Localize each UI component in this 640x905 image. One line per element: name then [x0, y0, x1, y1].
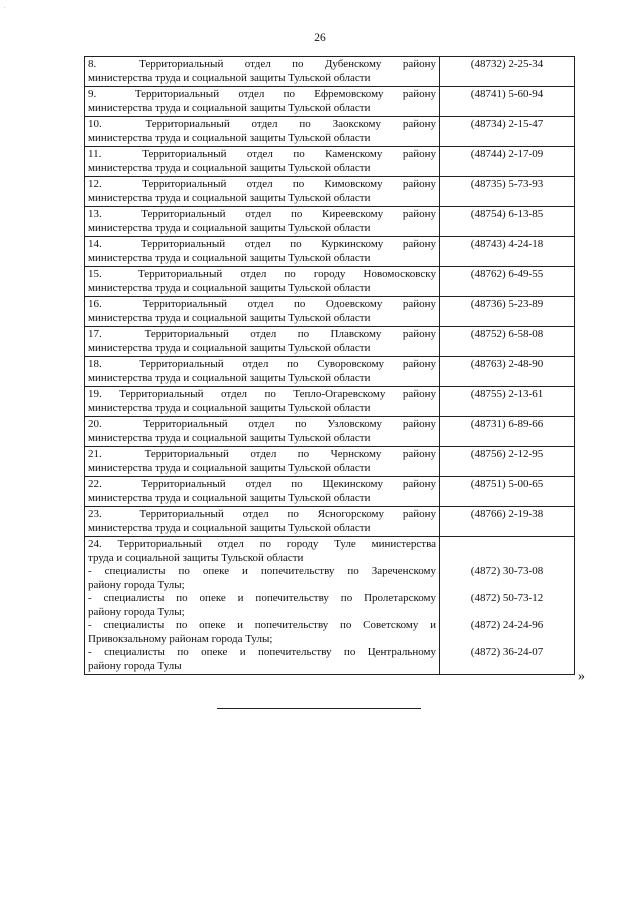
department-name-line2: министерства труда и социальной защиты Тульской области [88, 221, 371, 234]
specialist-line2: району города Тулы; [88, 578, 185, 591]
department-name-cell [85, 267, 440, 297]
phone-spacer [443, 552, 571, 566]
department-name-line1: 18. Территориальный отдел по Суворовскому району [88, 358, 436, 370]
table-row [85, 507, 575, 537]
department-name-cell [85, 507, 440, 537]
department-name-line2: министерства труда и социальной защиты Тульской области [88, 371, 371, 384]
table-row [85, 387, 575, 417]
phone-number: (4872) 24-24-96 [470, 619, 544, 631]
table-row-tula [85, 537, 575, 675]
phone-number: (48755) 2-13-61 [440, 387, 575, 417]
phone-number: (4872) 36-24-07 [470, 646, 544, 658]
department-name-cell [85, 417, 440, 447]
table-row [85, 477, 575, 507]
table-row [85, 327, 575, 357]
phone-spacer [443, 538, 571, 552]
department-name-cell [85, 477, 440, 507]
department-name-line2: министерства труда и социальной защиты Тульской области [88, 191, 371, 204]
department-name-line2: министерства труда и социальной защиты Тульской области [88, 521, 371, 534]
table-row [85, 57, 575, 87]
department-name-line2: министерства труда и социальной защиты Тульской области [88, 281, 371, 294]
department-name-line2: министерства труда и социальной защиты Тульской области [88, 311, 371, 324]
phone-number: (48751) 5-00-65 [440, 477, 575, 507]
phone-cell [440, 537, 575, 675]
department-name-line1: 16. Территориальный отдел по Одоевскому району [88, 298, 436, 310]
specialist-line1: - специалисты по опеке и попечительству по Пролетарскому [88, 592, 436, 604]
phone-number: (4872) 50-73-12 [470, 592, 544, 604]
phone-number: (48732) 2-25-34 [440, 57, 575, 87]
specialist-line2: Привокзальному районам города Тулы; [88, 632, 273, 645]
department-name-line2: министерства труда и социальной защиты Тульской области [88, 251, 371, 264]
phone-number: (48736) 5-23-89 [440, 297, 575, 327]
department-name-line1: 21. Территориальный отдел по Чернскому району [88, 448, 436, 460]
specialist-line2: району города Тулы; [88, 605, 185, 618]
phone-number: (48756) 2-12-95 [440, 447, 575, 477]
table-row [85, 207, 575, 237]
phone-number: (48754) 6-13-85 [440, 207, 575, 237]
closing-quote: » [578, 669, 585, 684]
department-name-line2: министерства труда и социальной защиты Тульской области [88, 461, 371, 474]
department-name-line1: 14. Территориальный отдел по Куркинскому району [88, 238, 436, 250]
department-name-line1: 20. Территориальный отдел по Узловскому району [88, 418, 436, 430]
phone-number: (48735) 5-73-93 [440, 177, 575, 207]
footer-divider [217, 708, 421, 709]
department-name-cell [85, 387, 440, 417]
department-name-line2: министерства труда и социальной защиты Тульской области [88, 161, 371, 174]
phone-number: (48734) 2-15-47 [440, 117, 575, 147]
department-name-line1: 8. Территориальный отдел по Дубенскому району [88, 58, 436, 70]
phone-number: (48741) 5-60-94 [440, 87, 575, 117]
table-row [85, 177, 575, 207]
scan-mark: . [4, 4, 6, 10]
phone-number: (48731) 6-89-66 [440, 417, 575, 447]
department-name-line2: министерства труда и социальной защиты Тульской области [88, 431, 371, 444]
table-row [85, 147, 575, 177]
department-name-line1: 22. Территориальный отдел по Щекинскому району [88, 478, 436, 490]
department-name-cell [85, 237, 440, 267]
phone-number: (48766) 2-19-38 [440, 507, 575, 537]
department-name-line1: 15. Территориальный отдел по городу Новомосковску [88, 268, 436, 280]
department-name-line1: 9. Территориальный отдел по Ефремовскому району [88, 88, 436, 100]
department-name-line2: министерства труда и социальной защиты Тульской области [88, 491, 371, 504]
department-name-cell [85, 57, 440, 87]
specialist-line1: - специалисты по опеке и попечительству по Советскому и [88, 619, 436, 631]
department-name-cell [85, 297, 440, 327]
department-name-line2: министерства труда и социальной защиты Тульской области [88, 341, 371, 354]
phone-spacer [443, 606, 571, 620]
department-name-line1: 10. Территориальный отдел по Заокскому району [88, 118, 436, 130]
tula-heading-line2: труда и социальной защиты Тульской области [88, 551, 304, 564]
phone-spacer [443, 633, 571, 647]
specialist-line1: - специалисты по опеке и попечительству по Зареченскому [88, 565, 436, 577]
department-name-cell [85, 447, 440, 477]
specialist-line2: району города Тулы [88, 659, 182, 672]
table-row [85, 237, 575, 267]
department-name-line1: 17. Территориальный отдел по Плавскому району [88, 328, 436, 340]
department-name-line1: 11. Территориальный отдел по Каменскому району [88, 148, 436, 160]
tula-heading-line1: 24. Территориальный отдел по городу Туле министерства [88, 538, 436, 550]
phone-number: (48743) 4-24-18 [440, 237, 575, 267]
phone-number: (48762) 6-49-55 [440, 267, 575, 297]
department-name-cell [85, 147, 440, 177]
department-name-cell [85, 537, 440, 675]
department-name-line1: 13. Территориальный отдел по Киреевскому району [88, 208, 436, 220]
table-row [85, 417, 575, 447]
department-name-cell [85, 327, 440, 357]
department-name-cell [85, 117, 440, 147]
phone-spacer [443, 579, 571, 593]
phone-number: (48744) 2-17-09 [440, 147, 575, 177]
department-name-line2: министерства труда и социальной защиты Тульской области [88, 101, 371, 114]
phone-number: (4872) 30-73-08 [470, 565, 544, 577]
table-row [85, 447, 575, 477]
department-name-line2: министерства труда и социальной защиты Тульской области [88, 71, 371, 84]
table-row [85, 267, 575, 297]
department-name-cell [85, 207, 440, 237]
table-row [85, 297, 575, 327]
department-name-line1: 23. Территориальный отдел по Ясногорскому району [88, 508, 436, 520]
table-row [85, 357, 575, 387]
phone-number: (48752) 6-58-08 [440, 327, 575, 357]
department-name-line2: министерства труда и социальной защиты Тульской области [88, 401, 371, 414]
contacts-table [84, 56, 575, 675]
specialist-line1: - специалисты по опеке и попечительству по Центральному [88, 646, 436, 658]
table-row [85, 87, 575, 117]
table-row [85, 117, 575, 147]
department-name-cell [85, 177, 440, 207]
phone-number: (48763) 2-48-90 [440, 357, 575, 387]
department-name-line1: 12. Территориальный отдел по Кимовскому району [88, 178, 436, 190]
department-name-line2: министерства труда и социальной защиты Тульской области [88, 131, 371, 144]
department-name-cell [85, 357, 440, 387]
department-name-line1: 19. Территориальный отдел по Тепло-Огаревскому району [88, 388, 436, 400]
department-name-cell [85, 87, 440, 117]
page-number: 26 [314, 32, 326, 44]
